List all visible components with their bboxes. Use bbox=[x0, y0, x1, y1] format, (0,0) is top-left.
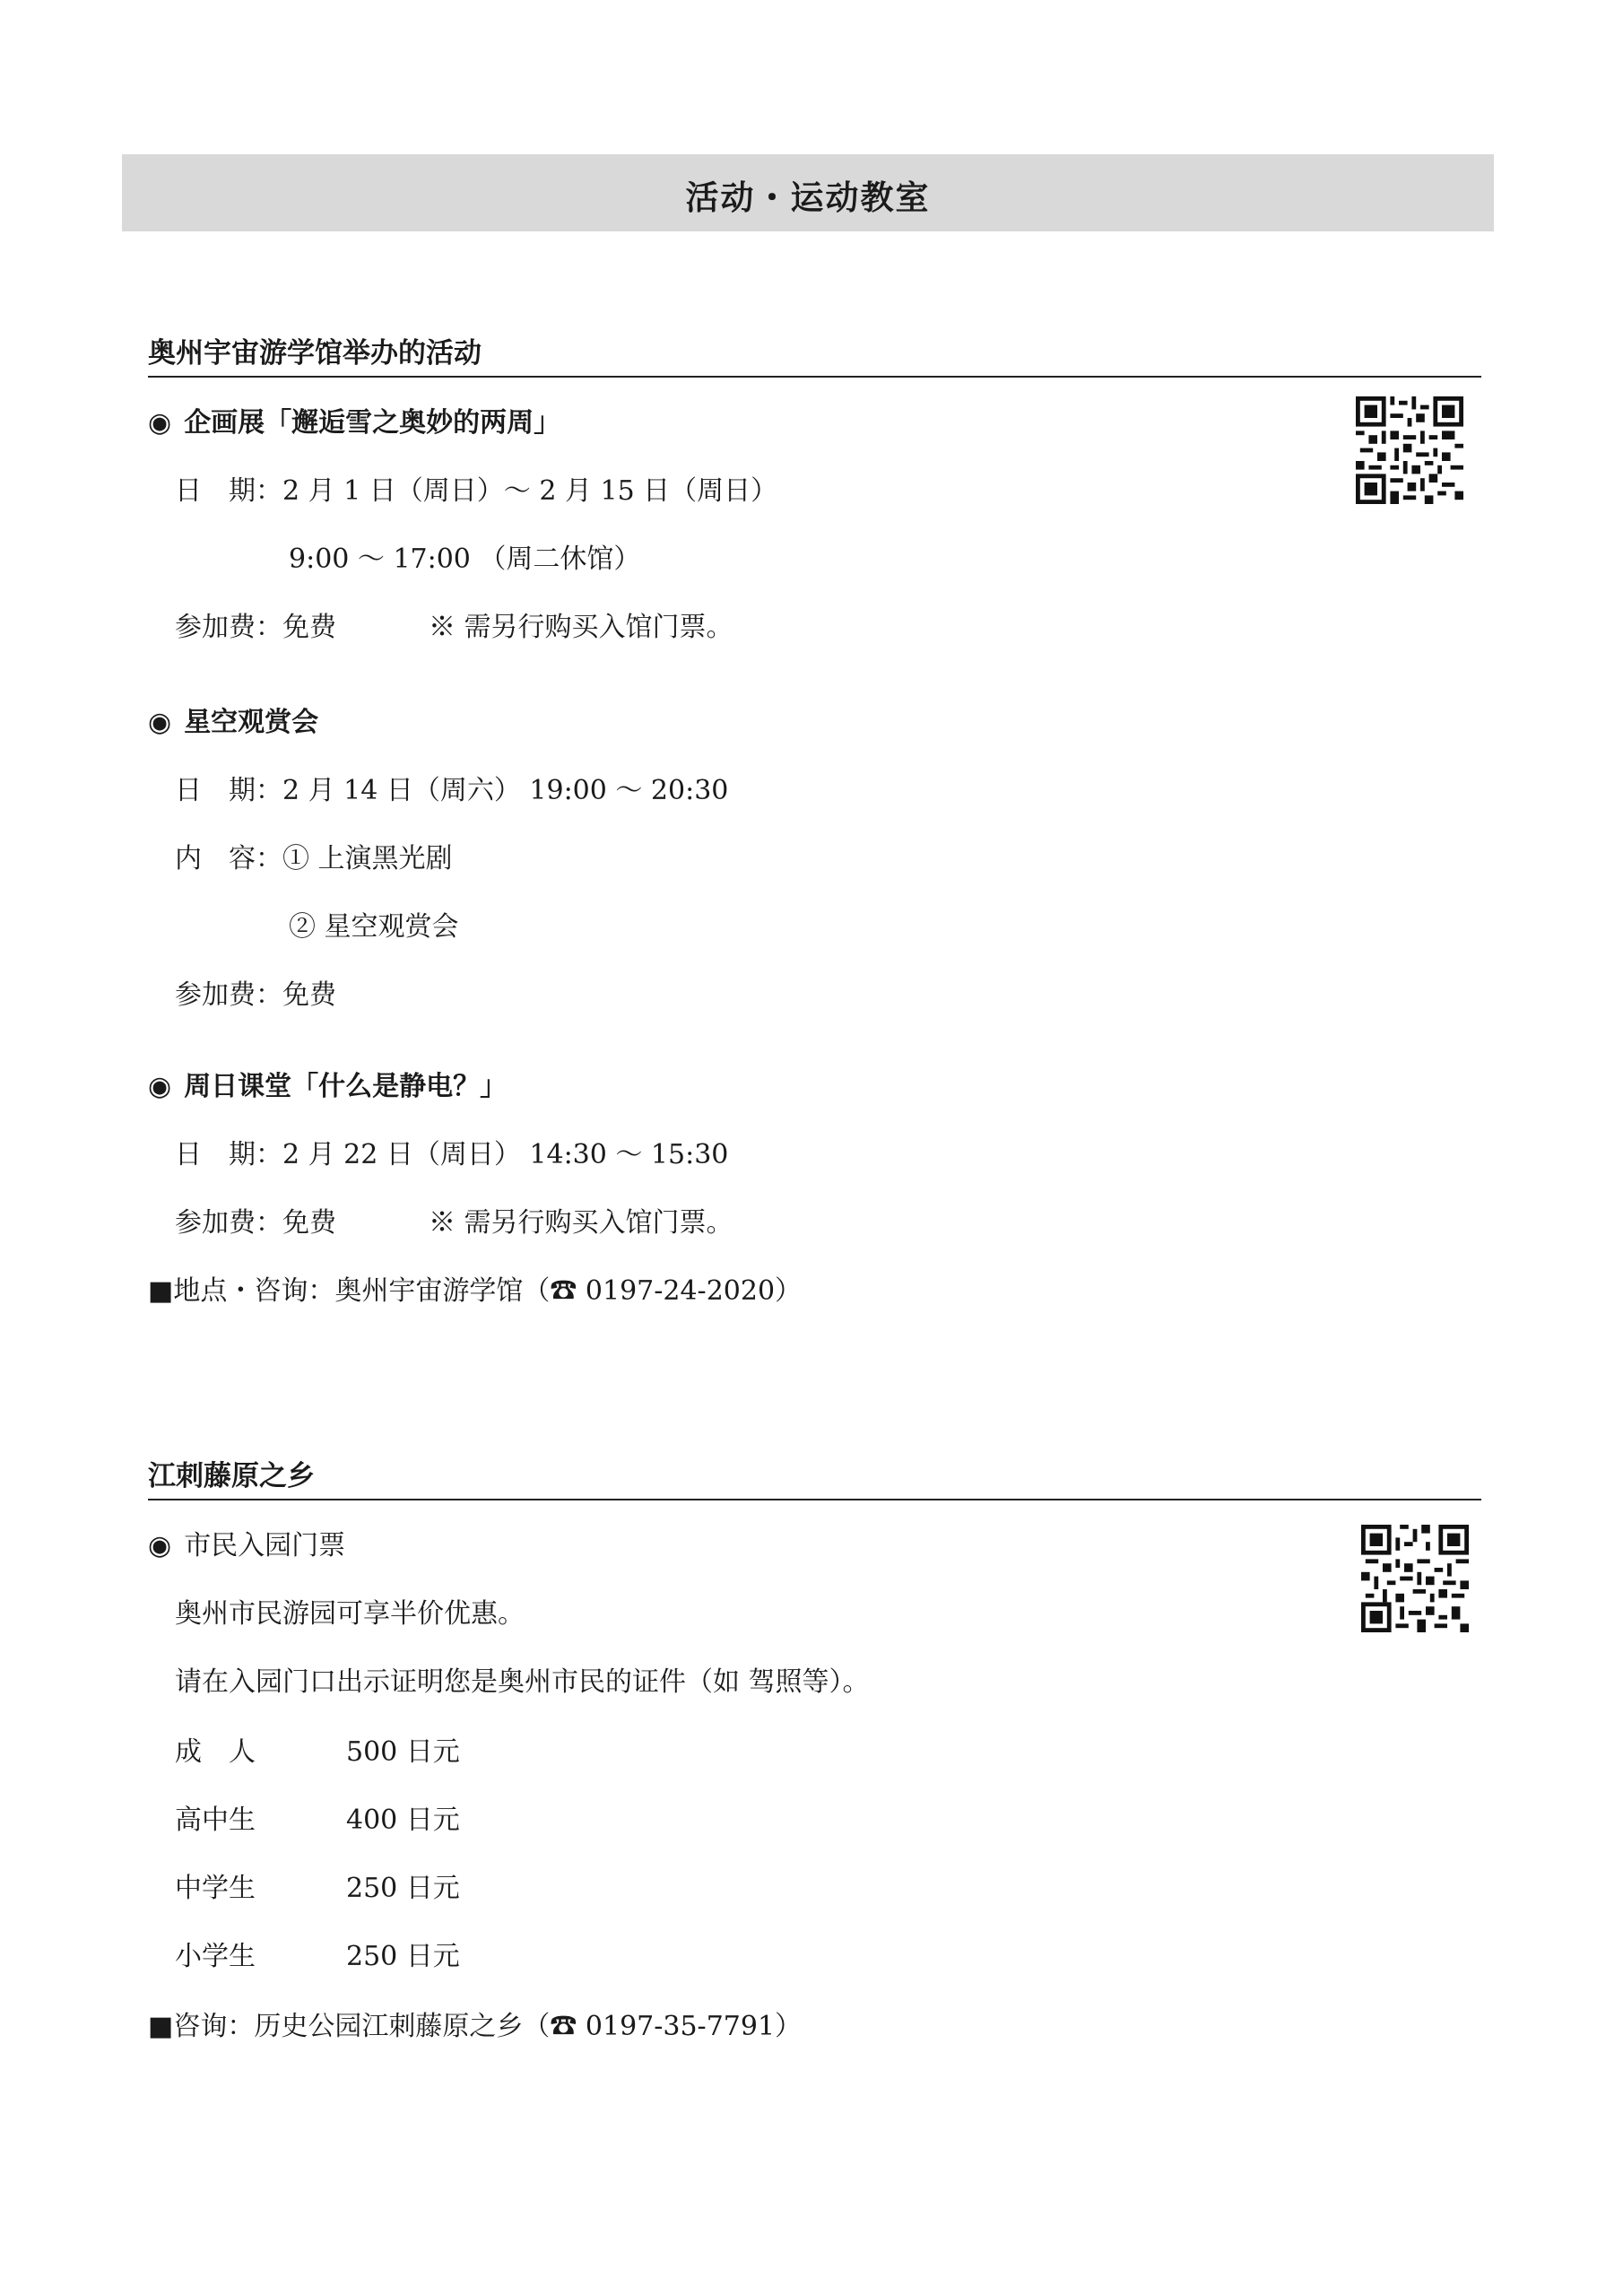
event-fee-note: ※ 需另行购买入馆门票。 bbox=[429, 612, 733, 643]
event-fee-row: 参加费：免费 bbox=[175, 979, 336, 1011]
fujiwara-contact: ■咨询：历史公园江刺藤原之乡（☎ 0197-35-7791） bbox=[148, 2011, 803, 2042]
event-date-row: 日 期：2 月 1 日（周日）～ 2 月 15 日（周日） bbox=[175, 475, 778, 507]
price-value: 500 日元 bbox=[346, 1736, 460, 1768]
museum-contact: ■地点・咨询：奥州宇宙游学馆（☎ 0197-24-2020） bbox=[148, 1275, 803, 1307]
ticket-title: ◉ 市民入园门票 bbox=[148, 1530, 346, 1561]
event-content-row: 内 容：① 上演黑光剧 bbox=[175, 843, 453, 874]
price-value: 400 日元 bbox=[346, 1805, 460, 1836]
qr-code-icon bbox=[1356, 396, 1463, 504]
price-label: 高中生 bbox=[175, 1805, 256, 1836]
bullet-icon: ◉ bbox=[148, 1071, 172, 1102]
bullet-icon: ◉ bbox=[148, 1530, 172, 1561]
price-label: 中学生 bbox=[175, 1873, 256, 1904]
event-time-row: 9:00 ～ 17:00 （周二休馆） bbox=[289, 544, 641, 575]
section-heading-museum: 奥州宇宙游学馆举办的活动 bbox=[148, 330, 1481, 378]
bullet-icon: ◉ bbox=[148, 407, 172, 439]
square-bullet-icon: ■ bbox=[148, 1275, 174, 1307]
ticket-requirement: 请在入园门口出示证明您是奥州市民的证件（如 驾照等）。 bbox=[175, 1666, 870, 1698]
event-fee-row: 参加费：免费 bbox=[175, 612, 336, 643]
price-label: 成 人 bbox=[175, 1736, 256, 1768]
event-content-item: ② 星空观赏会 bbox=[289, 911, 459, 943]
square-bullet-icon: ■ bbox=[148, 2011, 174, 2042]
qr-code-icon bbox=[1361, 1525, 1469, 1632]
section-heading-fujiwara: 江刺藤原之乡 bbox=[148, 1453, 1481, 1500]
title-banner bbox=[122, 154, 1494, 231]
price-value: 250 日元 bbox=[346, 1941, 460, 1972]
event-date-row: 日 期：2 月 14 日（周六） 19:00 ～ 20:30 bbox=[175, 775, 729, 806]
price-label: 小学生 bbox=[175, 1941, 256, 1972]
page-title: 活动・运动教室 bbox=[685, 178, 931, 217]
bullet-icon: ◉ bbox=[148, 707, 172, 738]
event-date-row: 日 期：2 月 22 日（周日） 14:30 ～ 15:30 bbox=[175, 1139, 729, 1170]
event-title-sunday-class: ◉ 周日课堂「什么是静电？」 bbox=[148, 1071, 508, 1102]
event-fee-row: 参加费：免费 bbox=[175, 1207, 336, 1239]
event-fee-note: ※ 需另行购买入馆门票。 bbox=[429, 1207, 733, 1239]
ticket-description: 奥州市民游园可享半价优惠。 bbox=[175, 1598, 525, 1630]
event-title-stargazing: ◉ 星空观赏会 bbox=[148, 707, 319, 738]
price-value: 250 日元 bbox=[346, 1873, 460, 1904]
event-title-snow-exhibition: ◉ 企画展「邂逅雪之奥妙的两周」 bbox=[148, 407, 561, 439]
